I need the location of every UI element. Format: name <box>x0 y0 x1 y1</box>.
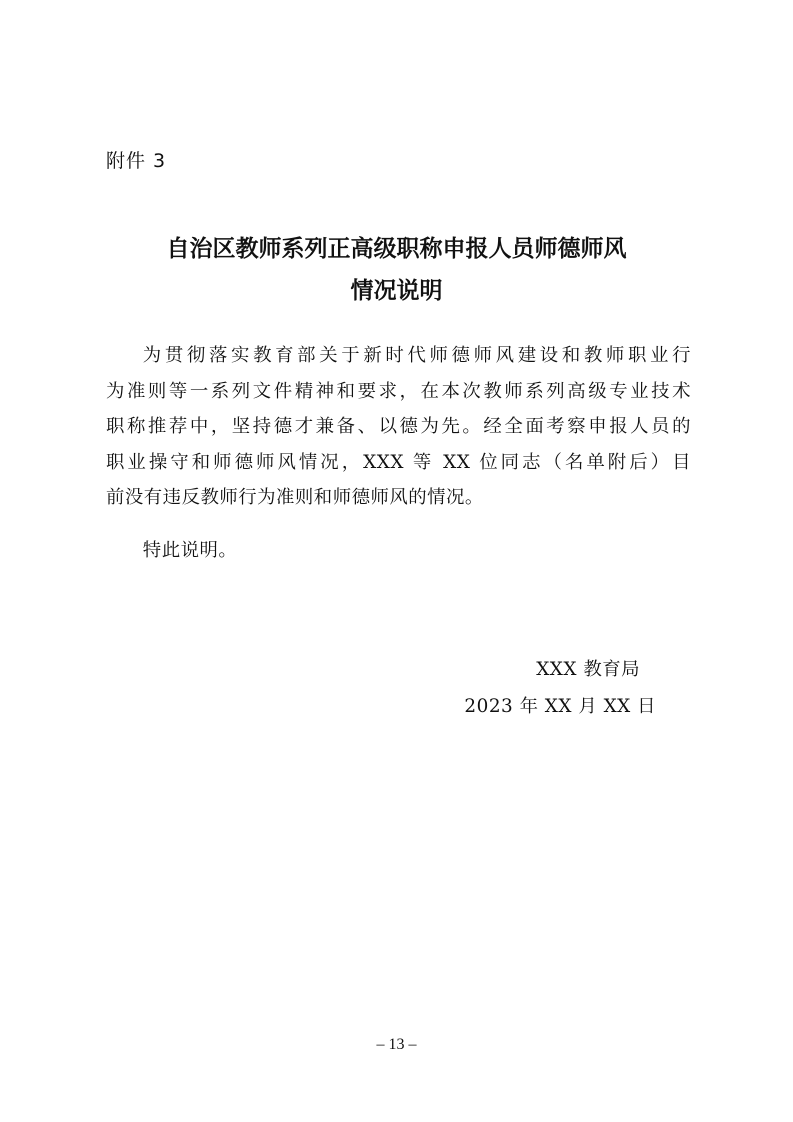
body-paragraph <box>106 338 691 516</box>
body-line-2: 为准则等一系列文件精神和要求，在本次教师系列高级专业技术 <box>106 380 691 402</box>
signature-organization: XXX 教育局 <box>536 659 640 680</box>
document-title-line-2: 情况说明 <box>350 278 443 304</box>
body-line-1: 为贯彻落实教育部关于新时代师德师风建设和教师职业行 <box>142 345 691 366</box>
document-title-line-1: 自治区教师系列正高级职称申报人员师德师风 <box>166 236 627 262</box>
closing-statement: 特此说明。 <box>142 540 238 561</box>
body-line-5: 前没有违反教师行为准则和师德师风的情况。 <box>106 487 484 508</box>
attachment-label: 附件 3 <box>106 150 167 172</box>
body-line-3: 职称推荐中，坚持德才兼备、以德为先。经全面考察申报人员的 <box>106 416 691 437</box>
body-line-4: 职业操守和师德师风情况，XXX 等 XX 位同志（名单附后）目 <box>106 451 691 473</box>
page-number: – 13 – <box>376 1036 417 1053</box>
signature-date: 2023 年 XX 月 XX 日 <box>464 696 656 717</box>
